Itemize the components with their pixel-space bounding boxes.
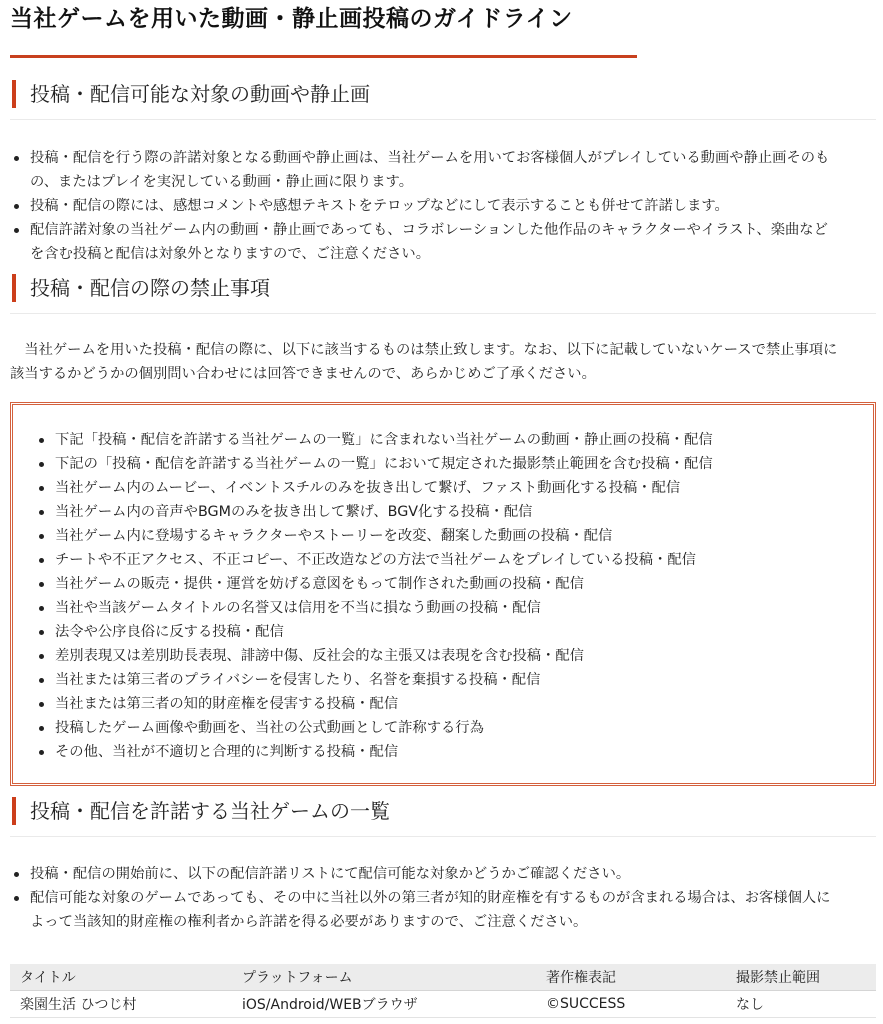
eligible-content-list bbox=[10, 146, 882, 266]
section-heading-permitted-games: 投稿・配信を許諾する当社ゲームの一覧 bbox=[12, 797, 878, 825]
list-item: 下記「投稿・配信を許諾する当社ゲームの一覧」に含まれない当社ゲームの動画・静止画の投稿・配信 bbox=[35, 428, 865, 452]
table-header-row bbox=[10, 964, 876, 991]
prohibited-list bbox=[35, 428, 865, 764]
list-item: 差別表現又は差別助長表現、誹謗中傷、反社会的な主張又は表現を含む投稿・配信 bbox=[35, 644, 865, 668]
list-item: 法令や公序良俗に反する投稿・配信 bbox=[35, 620, 865, 644]
list-item: 当社や当該ゲームタイトルの名誉又は信用を不当に損なう動画の投稿・配信 bbox=[35, 596, 865, 620]
permitted-games-table bbox=[10, 964, 876, 1018]
list-item: 当社または第三者の知的財産権を侵害する投稿・配信 bbox=[35, 692, 865, 716]
page-title: 当社ゲームを用いた動画・静止画投稿のガイドライン bbox=[10, 6, 573, 32]
table-cell: ©SUCCESS bbox=[536, 991, 726, 1018]
prohibited-intro: 当社ゲームを用いた投稿・配信の際に、以下に該当するものは禁止致します。なお、以下に記載していないケースで禁止事項に 該当するかどうかの個別問い合わせには回答できませんので、あらかじめご了承ください。 bbox=[10, 342, 838, 382]
list-item: 当社ゲーム内に登場するキャラクターやストーリーを改変、翻案した動画の投稿・配信 bbox=[35, 524, 865, 548]
list-item: その他、当社が不適切と合理的に判断する投稿・配信 bbox=[35, 740, 865, 764]
table-cell: なし bbox=[726, 991, 876, 1018]
column-header-platform: プラットフォーム bbox=[232, 964, 536, 991]
section-divider bbox=[10, 836, 876, 837]
list-item: チートや不正アクセス、不正コピー、不正改造などの方法で当社ゲームをプレイしている投稿・配信 bbox=[35, 548, 865, 572]
table-cell: iOS/Android/WEBブラウザ bbox=[232, 991, 536, 1018]
title-divider bbox=[10, 55, 637, 58]
table-cell: 楽園生活 ひつじ村 bbox=[10, 991, 232, 1018]
section-divider bbox=[10, 313, 876, 314]
list-item: 投稿・配信の開始前に、以下の配信許諾リストにて配信可能な対象かどうかご確認ください。 bbox=[10, 862, 882, 886]
section-divider bbox=[10, 119, 876, 120]
list-item: 配信許諾対象の当社ゲーム内の動画・静止画であっても、コラボレーションした他作品のキャラクターやイラスト、楽曲など を含む投稿と配信は対象外となりますので、ご注意ください。 bbox=[10, 218, 882, 266]
list-item: 当社ゲーム内の音声やBGMのみを抜き出して繋げ、BGV化する投稿・配信 bbox=[35, 500, 865, 524]
list-item: 投稿・配信を行う際の許諾対象となる動画や静止画は、当社ゲームを用いてお客様個人がプレイしている動画や静止画そのも の、またはプレイを実況している動画・静止画に限ります。 bbox=[10, 146, 882, 194]
list-item: 下記の「投稿・配信を許諾する当社ゲームの一覧」において規定された撮影禁止範囲を含む投稿・配信 bbox=[35, 452, 865, 476]
prohibited-items-box bbox=[10, 402, 876, 786]
section-heading-eligible-content: 投稿・配信可能な対象の動画や静止画 bbox=[12, 80, 878, 108]
list-item: 投稿・配信の際には、感想コメントや感想テキストをテロップなどにして表示することも併せて許諾します。 bbox=[10, 194, 882, 218]
list-item: 投稿したゲーム画像や動画を、当社の公式動画として詐称する行為 bbox=[35, 716, 865, 740]
table-row bbox=[10, 991, 876, 1018]
section-heading-prohibited: 投稿・配信の際の禁止事項 bbox=[12, 274, 878, 302]
list-item: 配信可能な対象のゲームであっても、その中に当社以外の第三者が知的財産権を有するものが含まれる場合は、お客様個人に よって当該知的財産権の権利者から許諾を得る必要がありますので、ご注意ください。 bbox=[10, 886, 882, 934]
column-header-restricted-range: 撮影禁止範囲 bbox=[726, 964, 876, 991]
list-item: 当社ゲーム内のムービー、イベントスチルのみを抜き出して繋げ、ファスト動画化する投稿・配信 bbox=[35, 476, 865, 500]
list-item: 当社または第三者のプライバシーを侵害したり、名誉を棄損する投稿・配信 bbox=[35, 668, 865, 692]
column-header-copyright: 著作権表記 bbox=[536, 964, 726, 991]
list-item: 当社ゲームの販売・提供・運営を妨げる意図をもって制作された動画の投稿・配信 bbox=[35, 572, 865, 596]
column-header-title: タイトル bbox=[10, 964, 232, 991]
permitted-games-notes bbox=[10, 862, 882, 934]
